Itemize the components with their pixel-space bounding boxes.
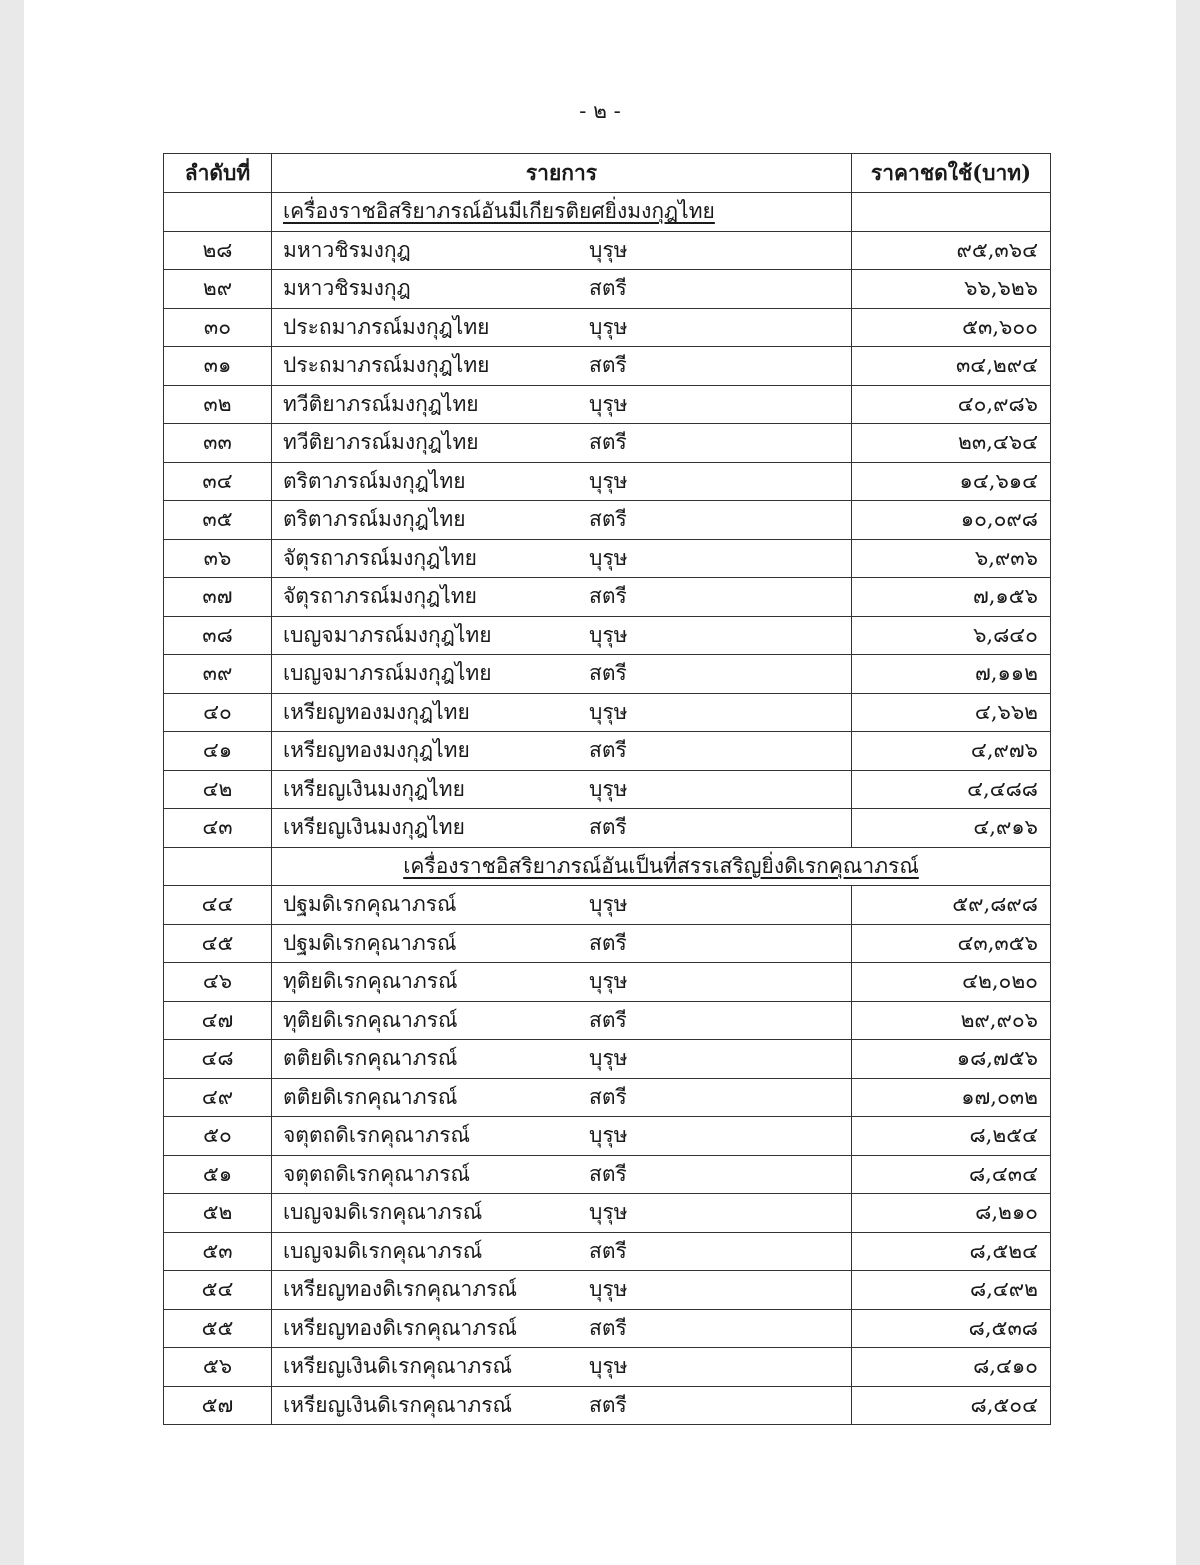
row-price: ๔,๔๘๘ <box>852 770 1051 809</box>
row-item <box>272 770 852 809</box>
decoration-name: เบญจมดิเรกคุณาภรณ์ <box>283 1200 483 1225</box>
row-item-wrap <box>283 619 851 652</box>
decoration-gender: สตรี <box>589 1161 627 1186</box>
row-item <box>272 1194 852 1233</box>
table-row <box>164 1194 1051 1233</box>
row-item-wrap <box>283 811 851 844</box>
row-item-wrap <box>283 1350 851 1383</box>
section-row <box>164 847 1051 886</box>
row-item-wrap <box>283 773 851 806</box>
row-price: ๖,๘๔๐ <box>852 616 1051 655</box>
row-item <box>272 424 852 463</box>
row-price: ๗,๑๑๒ <box>852 655 1051 694</box>
table-row <box>164 770 1051 809</box>
row-item-wrap <box>283 580 851 613</box>
section-title: เครื่องราชอิสริยาภรณ์อันมีเกียรติยศยิ่งมงกุฎไทย <box>272 193 852 232</box>
decoration-gender: บุรุษ <box>589 776 628 801</box>
decoration-gender: บุรุษ <box>589 1046 628 1071</box>
decoration-name: จัตุรถาภรณ์มงกุฎไทย <box>283 584 477 609</box>
row-number: ๔๙ <box>164 1078 272 1117</box>
row-price: ๘,๔๓๔ <box>852 1155 1051 1194</box>
row-price: ๓๔,๒๙๔ <box>852 347 1051 386</box>
decoration-name: ปฐมดิเรกคุณาภรณ์ <box>283 892 457 917</box>
row-price: ๕๓,๖๐๐ <box>852 308 1051 347</box>
row-price: ๔,๖๖๒ <box>852 693 1051 732</box>
section-no-cell <box>164 193 272 232</box>
row-item <box>272 539 852 578</box>
row-price: ๘,๔๑๐ <box>852 1348 1051 1387</box>
decoration-gender: สตรี <box>589 353 627 378</box>
decoration-gender: บุรุษ <box>589 237 628 262</box>
decoration-name: ประถมาภรณ์มงกุฎไทย <box>283 314 490 339</box>
table-row <box>164 1155 1051 1194</box>
table-row <box>164 1040 1051 1079</box>
decoration-gender: บุรุษ <box>589 699 628 724</box>
row-price: ๔๐,๙๘๖ <box>852 385 1051 424</box>
table-row <box>164 1232 1051 1271</box>
row-price: ๗,๑๕๖ <box>852 578 1051 617</box>
table-body <box>164 193 1051 1425</box>
row-price: ๖๖,๖๒๖ <box>852 270 1051 309</box>
row-item-wrap <box>283 696 851 729</box>
decoration-name: ทวีติยาภรณ์มงกุฎไทย <box>283 391 479 416</box>
decoration-gender: บุรุษ <box>589 892 628 917</box>
row-item-wrap <box>283 888 851 921</box>
row-price: ๑๗,๐๓๒ <box>852 1078 1051 1117</box>
decoration-name: เหรียญทองมงกุฎไทย <box>283 738 470 763</box>
table-row <box>164 655 1051 694</box>
decoration-name: จตุตถดิเรกคุณาภรณ์ <box>283 1123 471 1148</box>
table-row <box>164 809 1051 848</box>
table-row <box>164 501 1051 540</box>
row-number: ๓๙ <box>164 655 272 694</box>
row-item-wrap <box>283 503 851 536</box>
table-row <box>164 1271 1051 1310</box>
table-row <box>164 347 1051 386</box>
decoration-gender: บุรุษ <box>589 545 628 570</box>
row-item-wrap <box>283 272 851 305</box>
row-number: ๔๘ <box>164 1040 272 1079</box>
decoration-name: เหรียญทองดิเรกคุณาภรณ์ <box>283 1277 517 1302</box>
table-row <box>164 1309 1051 1348</box>
table-row <box>164 270 1051 309</box>
row-number: ๓๖ <box>164 539 272 578</box>
row-item-wrap <box>283 1119 851 1152</box>
row-price: ๙๕,๓๖๔ <box>852 231 1051 270</box>
decoration-gender: บุรุษ <box>589 969 628 994</box>
row-item <box>272 1001 852 1040</box>
row-number: ๓๗ <box>164 578 272 617</box>
row-item-wrap <box>283 465 851 498</box>
decoration-name: ตติยดิเรกคุณาภรณ์ <box>283 1046 458 1071</box>
decoration-gender: สตรี <box>589 930 627 955</box>
decoration-gender: สตรี <box>589 1238 627 1263</box>
row-item-wrap <box>283 1235 851 1268</box>
section-no-cell <box>164 847 272 886</box>
decoration-name: จัตุรถาภรณ์มงกุฎไทย <box>283 545 477 570</box>
row-item-wrap <box>283 542 851 575</box>
row-item <box>272 1271 852 1310</box>
decoration-gender: บุรุษ <box>589 391 628 416</box>
row-item-wrap <box>283 234 851 267</box>
row-number: ๓๘ <box>164 616 272 655</box>
row-price: ๒๙,๙๐๖ <box>852 1001 1051 1040</box>
row-number: ๓๑ <box>164 347 272 386</box>
row-number: ๓๓ <box>164 424 272 463</box>
decoration-name: เหรียญเงินมงกุฎไทย <box>283 776 465 801</box>
row-number: ๔๗ <box>164 1001 272 1040</box>
section-title: เครื่องราชอิสริยาภรณ์อันเป็นที่สรรเสริญยิ่งดิเรกคุณาภรณ์ <box>272 847 1051 886</box>
row-item <box>272 1155 852 1194</box>
row-item <box>272 347 852 386</box>
decoration-name: ทุติยดิเรกคุณาภรณ์ <box>283 969 458 994</box>
row-item-wrap <box>283 927 851 960</box>
decoration-gender: บุรุษ <box>589 468 628 493</box>
row-item-wrap <box>283 388 851 421</box>
decoration-name: มหาวชิรมงกุฎ <box>283 276 411 301</box>
table-row <box>164 1348 1051 1387</box>
row-item <box>272 886 852 925</box>
price-table <box>163 153 1051 1425</box>
row-number: ๔๑ <box>164 732 272 771</box>
decoration-name: ทวีติยาภรณ์มงกุฎไทย <box>283 430 479 455</box>
decoration-name: ตริตาภรณ์มงกุฎไทย <box>283 507 466 532</box>
row-number: ๓๔ <box>164 462 272 501</box>
table-row <box>164 231 1051 270</box>
row-number: ๕๑ <box>164 1155 272 1194</box>
decoration-gender: บุรุษ <box>589 314 628 339</box>
decoration-gender: บุรุษ <box>589 1200 628 1225</box>
row-number: ๕๖ <box>164 1348 272 1387</box>
page-number: - ๒ - <box>579 99 621 123</box>
decoration-gender: สตรี <box>589 584 627 609</box>
row-number: ๒๘ <box>164 231 272 270</box>
row-item <box>272 655 852 694</box>
table-row <box>164 1386 1051 1425</box>
header-item: รายการ <box>272 154 852 193</box>
row-item <box>272 462 852 501</box>
table-row <box>164 539 1051 578</box>
row-price: ๔๓,๓๕๖ <box>852 924 1051 963</box>
decoration-gender: สตรี <box>589 815 627 840</box>
table-row <box>164 385 1051 424</box>
table-row <box>164 963 1051 1002</box>
table-row <box>164 308 1051 347</box>
row-item <box>272 924 852 963</box>
row-number: ๕๓ <box>164 1232 272 1271</box>
row-price: ๖,๙๓๖ <box>852 539 1051 578</box>
table-row <box>164 924 1051 963</box>
row-item-wrap <box>283 1042 851 1075</box>
row-number: ๕๒ <box>164 1194 272 1233</box>
header-price: ราคาชดใช้(บาท) <box>852 154 1051 193</box>
row-item <box>272 1078 852 1117</box>
decoration-name: ตติยดิเรกคุณาภรณ์ <box>283 1084 458 1109</box>
row-item <box>272 308 852 347</box>
decoration-name: เบญจมาภรณ์มงกุฎไทย <box>283 622 492 647</box>
row-item-wrap <box>283 1158 851 1191</box>
row-price: ๘,๒๕๔ <box>852 1117 1051 1156</box>
row-number: ๔๓ <box>164 809 272 848</box>
row-item <box>272 809 852 848</box>
row-item-wrap <box>283 311 851 344</box>
decoration-gender: บุรุษ <box>589 1277 628 1302</box>
table-row <box>164 462 1051 501</box>
row-number: ๔๔ <box>164 886 272 925</box>
row-item <box>272 1309 852 1348</box>
document-page <box>24 0 1176 1565</box>
decoration-gender: สตรี <box>589 661 627 686</box>
row-item-wrap <box>283 349 851 382</box>
row-item-wrap <box>283 1196 851 1229</box>
row-item <box>272 693 852 732</box>
section-price-cell <box>852 193 1051 232</box>
row-item <box>272 270 852 309</box>
row-item <box>272 501 852 540</box>
row-item-wrap <box>283 1004 851 1037</box>
decoration-gender: สตรี <box>589 738 627 763</box>
row-number: ๕๕ <box>164 1309 272 1348</box>
decoration-name: เบญจมาภรณ์มงกุฎไทย <box>283 661 492 686</box>
row-price: ๒๓,๔๖๔ <box>852 424 1051 463</box>
row-number: ๔๐ <box>164 693 272 732</box>
decoration-name: เหรียญเงินมงกุฎไทย <box>283 815 465 840</box>
table-row <box>164 1001 1051 1040</box>
decoration-gender: สตรี <box>589 430 627 455</box>
row-price: ๘,๒๑๐ <box>852 1194 1051 1233</box>
row-price: ๘,๕๒๔ <box>852 1232 1051 1271</box>
decoration-name: ปฐมดิเรกคุณาภรณ์ <box>283 930 457 955</box>
row-item <box>272 1117 852 1156</box>
decoration-name: ทุติยดิเรกคุณาภรณ์ <box>283 1007 458 1032</box>
decoration-name: ตริตาภรณ์มงกุฎไทย <box>283 468 466 493</box>
row-item <box>272 231 852 270</box>
row-item <box>272 963 852 1002</box>
table-row <box>164 1117 1051 1156</box>
row-item <box>272 1386 852 1425</box>
row-item-wrap <box>283 1312 851 1345</box>
decoration-name: มหาวชิรมงกุฎ <box>283 237 411 262</box>
decoration-name: เหรียญเงินดิเรกคุณาภรณ์ <box>283 1392 513 1417</box>
decoration-gender: บุรุษ <box>589 1354 628 1379</box>
row-number: ๔๕ <box>164 924 272 963</box>
row-item <box>272 1040 852 1079</box>
decoration-gender: สตรี <box>589 507 627 532</box>
table-row <box>164 616 1051 655</box>
row-number: ๕๗ <box>164 1386 272 1425</box>
row-item <box>272 385 852 424</box>
decoration-gender: บุรุษ <box>589 1123 628 1148</box>
decoration-gender: สตรี <box>589 1084 627 1109</box>
decoration-name: เหรียญทองมงกุฎไทย <box>283 699 470 724</box>
decoration-name: เบญจมดิเรกคุณาภรณ์ <box>283 1238 483 1263</box>
row-item-wrap <box>283 734 851 767</box>
table-row <box>164 693 1051 732</box>
row-item-wrap <box>283 1389 851 1422</box>
decoration-name: เหรียญเงินดิเรกคุณาภรณ์ <box>283 1354 513 1379</box>
row-number: ๔๒ <box>164 770 272 809</box>
row-price: ๑๔,๖๑๔ <box>852 462 1051 501</box>
row-item <box>272 1232 852 1271</box>
row-price: ๘,๕๓๘ <box>852 1309 1051 1348</box>
decoration-gender: บุรุษ <box>589 622 628 647</box>
row-number: ๓๕ <box>164 501 272 540</box>
decoration-gender: สตรี <box>589 1007 627 1032</box>
row-item <box>272 732 852 771</box>
table-row <box>164 732 1051 771</box>
table-row <box>164 1078 1051 1117</box>
section-row <box>164 193 1051 232</box>
row-number: ๓๐ <box>164 308 272 347</box>
table-row <box>164 578 1051 617</box>
row-item-wrap <box>283 426 851 459</box>
row-price: ๑๐,๐๙๘ <box>852 501 1051 540</box>
decoration-gender: สตรี <box>589 276 627 301</box>
row-price: ๔,๙๗๖ <box>852 732 1051 771</box>
row-item-wrap <box>283 1081 851 1114</box>
table-row <box>164 886 1051 925</box>
row-price: ๕๙,๘๙๘ <box>852 886 1051 925</box>
header-no: ลำดับที่ <box>164 154 272 193</box>
row-price: ๘,๕๐๔ <box>852 1386 1051 1425</box>
row-item-wrap <box>283 657 851 690</box>
table-header-row <box>164 154 1051 193</box>
row-price: ๘,๔๙๒ <box>852 1271 1051 1310</box>
row-price: ๑๘,๗๕๖ <box>852 1040 1051 1079</box>
row-item <box>272 1348 852 1387</box>
row-number: ๓๒ <box>164 385 272 424</box>
row-price: ๔,๙๑๖ <box>852 809 1051 848</box>
row-item-wrap <box>283 965 851 998</box>
row-price: ๔๒,๐๒๐ <box>852 963 1051 1002</box>
row-number: ๒๙ <box>164 270 272 309</box>
decoration-gender: สตรี <box>589 1315 627 1340</box>
decoration-gender: สตรี <box>589 1392 627 1417</box>
table-row <box>164 424 1051 463</box>
row-item <box>272 578 852 617</box>
row-item <box>272 616 852 655</box>
row-number: ๕๔ <box>164 1271 272 1310</box>
decoration-name: เหรียญทองดิเรกคุณาภรณ์ <box>283 1315 517 1340</box>
decoration-name: จตุตถดิเรกคุณาภรณ์ <box>283 1161 471 1186</box>
decoration-name: ประถมาภรณ์มงกุฎไทย <box>283 353 490 378</box>
row-number: ๕๐ <box>164 1117 272 1156</box>
row-number: ๔๖ <box>164 963 272 1002</box>
row-item-wrap <box>283 1273 851 1306</box>
